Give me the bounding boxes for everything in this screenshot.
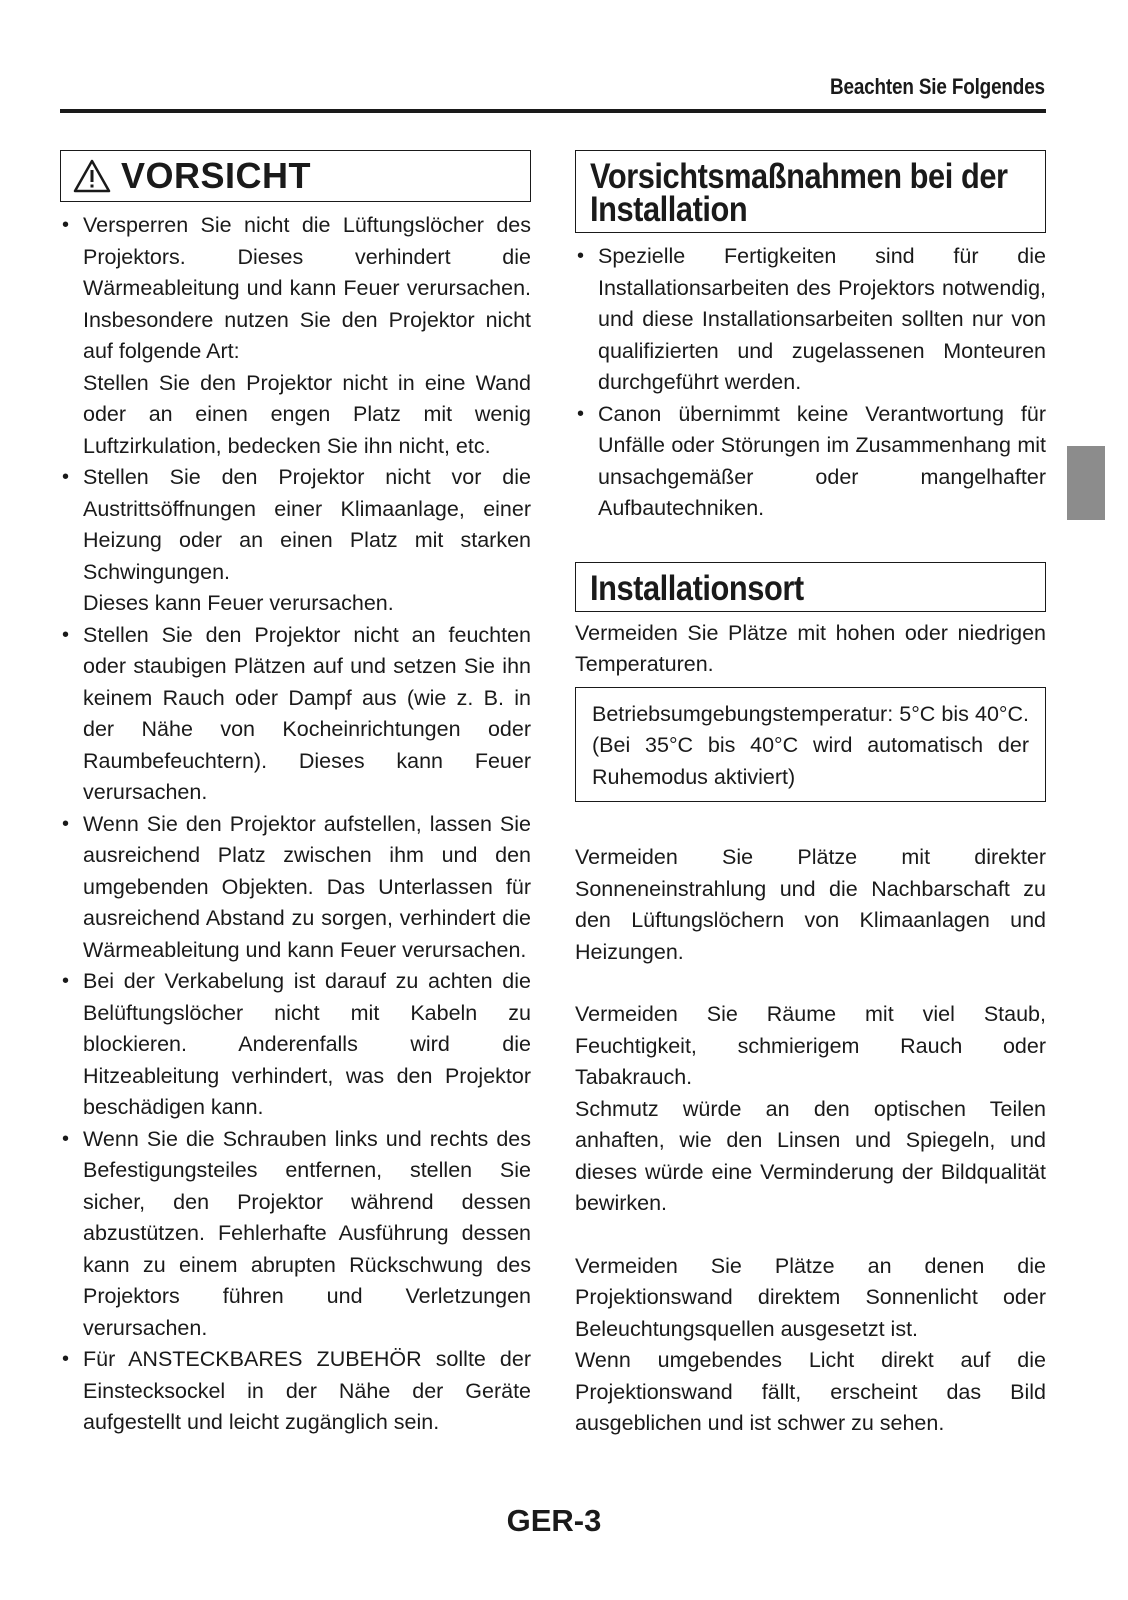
header-rule bbox=[60, 109, 1046, 113]
page-header-title: Beachten Sie Folgendes bbox=[830, 74, 1045, 99]
left-column bbox=[60, 150, 531, 1439]
location-intro: Vermeiden Sie Plätze mit hohen oder niedrigen Temperaturen. bbox=[575, 620, 1046, 676]
caution-list bbox=[60, 210, 531, 1439]
warning-triangle-icon bbox=[73, 159, 111, 193]
page-number: GER-3 bbox=[506, 1503, 602, 1538]
list-item bbox=[60, 1124, 531, 1345]
list-item-text: • Für ANSTECKBARES ZUBEHÖR sollte der Einstecksockel in der Nähe der Geräte aufgestellt und leicht zugänglich sein. bbox=[83, 1347, 531, 1434]
location-paragraph-sunlight: Vermeiden Sie Plätze mit direkter Sonneneinstrahlung und die Nachbarschaft zu den Lüftungslöchern von Klimaanlagen und Heizungen. bbox=[575, 845, 1046, 964]
list-item-subtext: Dieses kann Feuer verursachen. bbox=[83, 591, 394, 615]
caution-heading-text: VORSICHT bbox=[121, 155, 312, 196]
location-heading bbox=[575, 562, 1046, 612]
location-paragraph-screen: Vermeiden Sie Plätze an denen die Projektionswand direktem Sonnenlicht oder Beleuchtungsquellen ausgesetzt ist. bbox=[575, 1253, 1046, 1341]
list-item-text: • Canon übernimmt keine Verantwortung für Unfälle oder Störungen im Zusammenhang mit unsachgemäßer oder mangelhafter Aufbautechniken. bbox=[598, 401, 1046, 520]
list-item-text: • Spezielle Fertigkeiten sind für die Installationsarbeiten des Projektors notwendig, und diese Installationsarbeiten sollten nur von qualifizierten und zugelassenen Monteuren durchgeführt werden. bbox=[598, 244, 1046, 394]
list-item-text: • Wenn Sie die Schrauben links und rechts des Befestigungsteiles entfernen, stellen Sie sicher, den Projektor während dessen abzustützen. Fehlerhafte Ausführung dessen kann zu einem abrupten Rückschwung des Projektors führen und Verletzungen verursachen. bbox=[83, 1126, 531, 1340]
temperature-note-text: Betriebsumgebungstemperatur: 5°C bis 40°C. (Bei 35°C bis 40°C wird automatisch der Ruhemodus aktiviert) bbox=[592, 701, 1029, 789]
install-precautions-list bbox=[575, 241, 1046, 525]
list-item bbox=[60, 620, 531, 809]
install-precautions-heading bbox=[575, 150, 1046, 233]
list-item bbox=[60, 809, 531, 967]
list-item-subtext: Stellen Sie den Projektor nicht in eine Wand oder an einen engen Platz mit wenig Luftzirkulation, bedecken Sie ihn nicht, etc. bbox=[83, 370, 531, 458]
list-item bbox=[575, 241, 1046, 399]
list-item bbox=[60, 462, 531, 620]
list-item bbox=[60, 966, 531, 1124]
list-item-text: • Versperren Sie nicht die Lüftungslöcher des Projektors. Dieses verhindert die Wärmeableitung und kann Feuer verursachen. Insbesondere nutzen Sie den Projektor nicht auf folgende Art: bbox=[83, 213, 531, 363]
list-item bbox=[60, 210, 531, 462]
chapter-side-tab bbox=[1067, 446, 1105, 520]
list-item-text: • Stellen Sie den Projektor nicht vor die Austrittsöffnungen einer Klimaanlage, einer Heizung oder an einen Platz mit starken Schwingungen. bbox=[83, 465, 531, 584]
install-precautions-heading-line2: Installation bbox=[590, 190, 748, 229]
list-item-text: • Wenn Sie den Projektor aufstellen, lassen Sie ausreichend Platz zwischen ihm und den umgebenden Objekten. Das Unterlassen für ausreichend Abstand zu sorgen, verhindert die Wärmeableitung und kann Feuer verursachen. bbox=[83, 811, 531, 962]
list-item bbox=[60, 1344, 531, 1439]
list-item-text: • Bei der Verkabelung ist darauf zu achten die Belüftungslöcher nicht mit Kabeln zu blockieren. Anderenfalls wird die Hitzeableitung verhindert, was den Projektor beschädigen kann. bbox=[83, 969, 531, 1119]
location-paragraph-dust: Vermeiden Sie Räume mit viel Staub, Feuchtigkeit, schmierigem Rauch oder Tabakrauch. bbox=[575, 1002, 1046, 1089]
caution-heading-box bbox=[60, 150, 531, 202]
location-paragraph-dust-effect: Schmutz würde an den optischen Teilen anhaften, wie den Linsen und Spiegeln, und dieses würde eine Verminderung der Bildqualität bewirken. bbox=[575, 1096, 1046, 1215]
list-item bbox=[575, 399, 1046, 525]
right-column bbox=[575, 150, 1046, 1440]
install-precautions-heading-line1: Vorsichtsmaßnahmen bei der bbox=[590, 157, 1008, 196]
temperature-note-box bbox=[575, 687, 1046, 803]
list-item-text: • Stellen Sie den Projektor nicht an feuchten oder staubigen Plätzen auf und setzen Sie ihn keinem Rauch oder Dampf aus (wie z. B. in der Nähe von Kocheinrichtungen oder Raumbefeuchtern). Dieses kann Feuer verursachen. bbox=[83, 622, 531, 804]
location-heading-text: Installationsort bbox=[590, 568, 804, 608]
location-paragraph-screen-effect: Wenn umgebendes Licht direkt auf die Projektionswand fällt, erscheint das Bild ausgeblichen und ist schwer zu sehen. bbox=[575, 1348, 1046, 1435]
